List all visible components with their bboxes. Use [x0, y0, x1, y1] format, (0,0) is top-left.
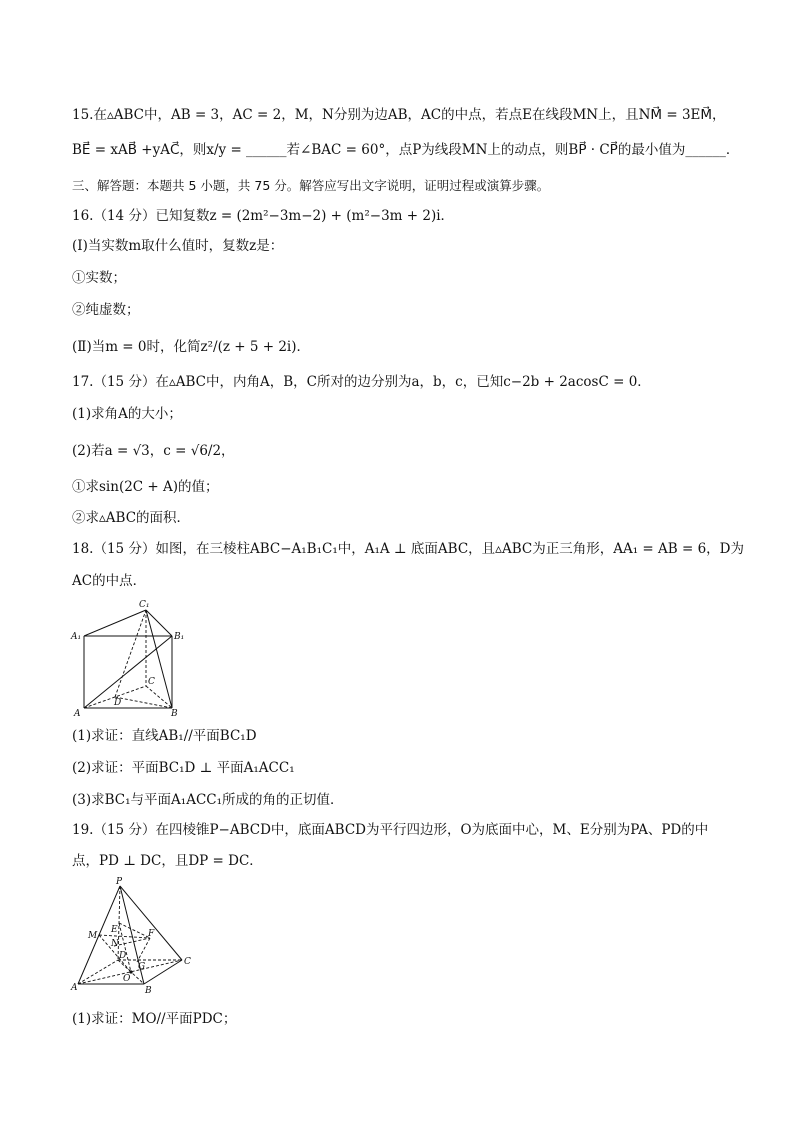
label-f: F: [148, 929, 155, 939]
label-d: D: [114, 698, 122, 708]
problem-19-stem-line-1: 19.（15 分）在四棱锥P−ABCD中，底面ABCD为平行四边形，O为底面中心，M、E分别为PA、PD的中: [72, 822, 709, 838]
label-m: M: [88, 931, 98, 941]
pyramid-figure: [70, 876, 200, 998]
label-d2: D: [119, 951, 127, 961]
problem-16-part-2: (Ⅱ)当m = 0时，化简z²/(z + 5 + 2i)．: [72, 339, 310, 355]
problem-17-sub-2: ②求▵ABC的面积．: [72, 510, 191, 526]
problem-18-stem-line-1: 18.（15 分）如图，在三棱柱ABC−A₁B₁C₁中，A₁A ⊥ 底面ABC，且▵ABC为正三角形，AA₁ = AB = 6，D为: [72, 541, 744, 557]
problem-18-part-3: (3)求BC₁与平面A₁ACC₁所成的角的正切值．: [72, 792, 344, 808]
problem-15-line-1: 15.在▵ABC中，AB = 3，AC = 2，M，N分别为边AB，AC的中点，若点E在线段MN上，且NM⃗ = 3EM⃗，: [72, 107, 726, 123]
label-c2: C: [184, 957, 191, 967]
problem-18-part-1: (1)求证：直线AB₁//平面BC₁D: [72, 728, 257, 744]
label-b2: B: [145, 986, 152, 996]
label-a2: A: [71, 983, 78, 993]
label-n: N: [111, 939, 119, 949]
section-3-heading: 三、解答题：本题共 5 小题，共 75 分。解答应写出文字说明，证明过程或演算步骤。: [72, 178, 550, 193]
label-b1: B₁: [174, 632, 185, 642]
problem-16-sub-2: ②纯虚数；: [72, 302, 140, 318]
label-a1: A₁: [71, 632, 82, 642]
label-g: G: [138, 962, 146, 972]
label-o: O: [123, 974, 131, 984]
label-c: C: [148, 677, 155, 687]
problem-19-stem-line-2: 点，PD ⊥ DC，且DP = DC．: [72, 853, 263, 869]
problem-17-stem: 17.（15 分）在▵ABC中，内角A，B，C所对的边分别为a，b，c，已知c−2b + 2acosC = 0．: [72, 374, 651, 390]
problem-16-sub-1: ①实数；: [72, 270, 126, 286]
problem-17-part-1: (1)求角A的大小；: [72, 406, 182, 422]
label-a: A: [74, 709, 81, 719]
problem-18-stem-line-2: AC的中点．: [72, 573, 147, 589]
problem-15-line-2: BE⃗ = xAB⃗ +yAC⃗，则x/y = ______若∠BAC = 60°，点P为线段MN上的动点，则BP⃗ · CP⃗的最小值为______．: [72, 142, 740, 158]
prism-figure: [70, 596, 190, 720]
label-p: P: [116, 877, 123, 887]
problem-16-part-1: (Ⅰ)当实数m取什么值时，复数z是：: [72, 238, 284, 254]
problem-18-part-2: (2)求证：平面BC₁D ⊥ 平面A₁ACC₁: [72, 760, 295, 776]
label-c1: C₁: [139, 600, 150, 610]
problem-17-sub-1: ①求sin(2C + A)的值；: [72, 479, 219, 495]
problem-16-stem: 16.（14 分）已知复数z = (2m²−3m−2) + (m²−3m + 2)i．: [72, 208, 455, 224]
label-e: E: [111, 925, 118, 935]
problem-17-part-2: (2)若a = √3，c = √6/2，: [72, 443, 235, 459]
problem-19-part-1: (1)求证：MO//平面PDC；: [72, 1011, 237, 1027]
label-b: B: [171, 709, 178, 719]
